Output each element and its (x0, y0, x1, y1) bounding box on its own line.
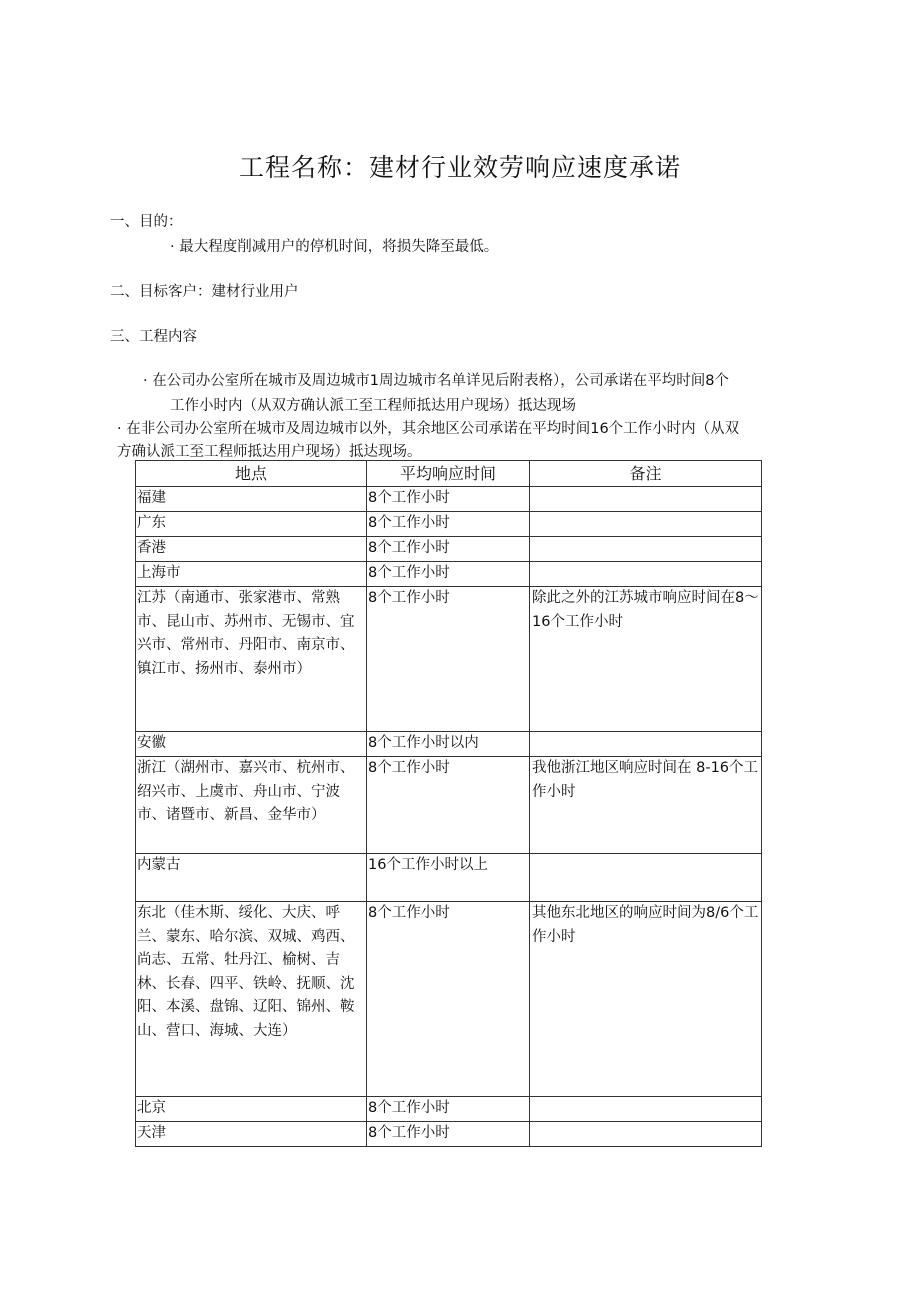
table-row (136, 732, 762, 757)
cell-place: 福建 (136, 487, 367, 512)
content-paragraph-1-line-2: 工作小时内（从双方确认派工至工程师抵达用户现场）抵达现场 (170, 398, 576, 414)
table-row (136, 854, 762, 902)
cell-note: 其他东北地区的响应时间为8/6个工作小时 (530, 902, 762, 1097)
section-heading-purpose: 一、目的： (110, 214, 183, 230)
content-paragraph-2-line-2: 方确认派工至工程师抵达用户现场）抵达现场。 (117, 444, 422, 460)
table-row (136, 587, 762, 732)
cell-place: 内蒙古 (136, 854, 367, 902)
header-note: 备注 (530, 461, 762, 487)
cell-time: 8个工作小时 (367, 757, 530, 854)
cell-place: 广东 (136, 512, 367, 537)
cell-place: 香港 (136, 537, 367, 562)
table-row (136, 562, 762, 587)
content-paragraph-1-line-1: · 在公司办公室所在城市及周边城市1周边城市名单详见后附表格），公司承诺在平均时间8个 (143, 373, 729, 389)
table-row (136, 487, 762, 512)
cell-note (530, 562, 762, 587)
purpose-bullet: · 最大程度削减用户的停机时间，将损失降至最低。 (170, 239, 499, 255)
cell-time: 8个工作小时 (367, 902, 530, 1097)
section-heading-target: 二、目标客户：建材行业用户 (110, 284, 299, 300)
cell-place: 上海市 (136, 562, 367, 587)
cell-note (530, 1122, 762, 1147)
content-paragraph-2-line-1: · 在非公司办公室所在城市及周边城市以外，其余地区公司承诺在平均时间16个工作小时内（从双 (117, 421, 740, 437)
cell-note: 除此之外的江苏城市响应时间在8〜16个工作小时 (530, 587, 762, 732)
cell-time: 16个工作小时以上 (367, 854, 530, 902)
cell-place: 东北（佳木斯、绥化、大庆、呼兰、蒙东、哈尔滨、双城、鸡西、尚志、五常、牡丹江、榆树、吉林、长春、四平、铁岭、抚顺、沈阳、本溪、盘锦、辽阳、锦州、鞍山、营口、海城、大连） (136, 902, 367, 1097)
header-time: 平均响应时间 (367, 461, 530, 487)
response-time-table (135, 460, 762, 1147)
table-header-row (136, 461, 762, 487)
page-title: 工程名称：建材行业效劳响应速度承诺 (238, 153, 681, 182)
table-row (136, 1097, 762, 1122)
cell-note (530, 1097, 762, 1122)
table-row (136, 1122, 762, 1147)
cell-note (530, 732, 762, 757)
table-row (136, 512, 762, 537)
cell-time: 8个工作小时 (367, 1097, 530, 1122)
cell-note (530, 487, 762, 512)
cell-place: 北京 (136, 1097, 367, 1122)
cell-time: 8个工作小时 (367, 562, 530, 587)
header-place: 地点 (136, 461, 367, 487)
cell-place: 天津 (136, 1122, 367, 1147)
section-heading-content: 三、工程内容 (110, 329, 197, 345)
cell-time: 8个工作小时 (367, 487, 530, 512)
cell-place: 江苏（南通市、张家港市、常熟市、昆山市、苏州市、无锡市、宜兴市、常州市、丹阳市、南京市、镇江市、扬州市、泰州市） (136, 587, 367, 732)
cell-place: 安徽 (136, 732, 367, 757)
cell-time: 8个工作小时 (367, 587, 530, 732)
cell-note (530, 537, 762, 562)
cell-time: 8个工作小时 (367, 1122, 530, 1147)
cell-place: 浙江（湖州市、嘉兴市、杭州市、绍兴市、上虞市、舟山市、宁波市、诸暨市、新昌、金华市） (136, 757, 367, 854)
cell-note (530, 854, 762, 902)
cell-time: 8个工作小时 (367, 537, 530, 562)
cell-time: 8个工作小时以内 (367, 732, 530, 757)
table-row (136, 902, 762, 1097)
table-row (136, 537, 762, 562)
cell-note (530, 512, 762, 537)
cell-time: 8个工作小时 (367, 512, 530, 537)
table-row (136, 757, 762, 854)
cell-note: 我他浙江地区响应时间在 8-16个工作小时 (530, 757, 762, 854)
